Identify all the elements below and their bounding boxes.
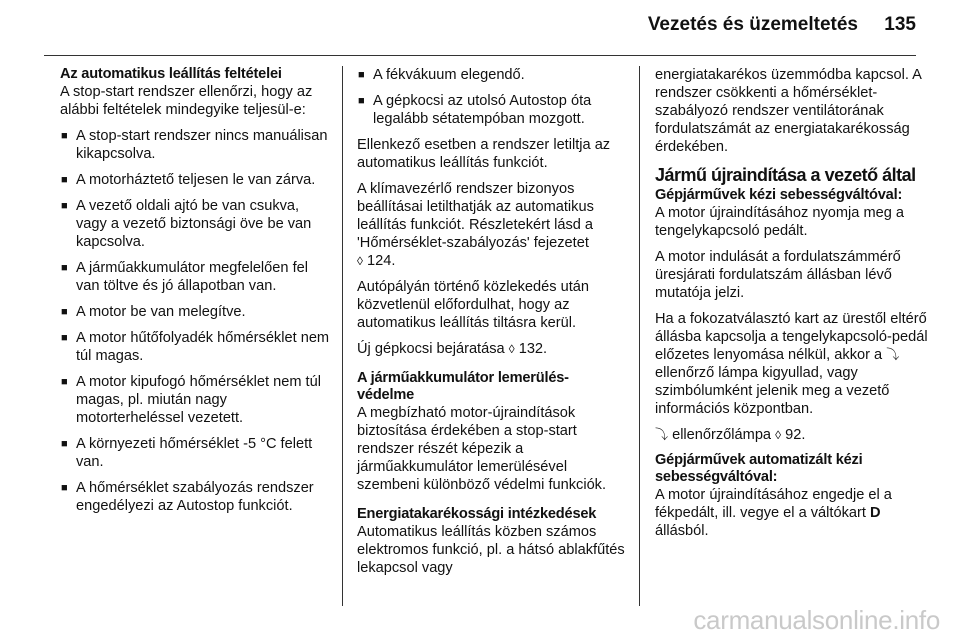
subheading-manual-transmission: Gépjárművek kézi sebességváltóval: xyxy=(655,187,903,203)
bullet-icon: ■ xyxy=(61,174,68,186)
paragraph-disable-note: Ellenkező esetben a rendszer letiltja az automatikus leállítás funkciót. xyxy=(357,137,611,171)
control-lamp-icon: ⤵ xyxy=(886,347,900,362)
reference-arrow-icon: ◊ xyxy=(357,254,363,268)
section-heading-energy-saving: Energiatakarékossági intézkedések xyxy=(357,506,597,522)
paragraph-manual-restart: A motor újraindításához nyomja meg a tengelykapcsoló pedált. xyxy=(655,205,905,239)
list-item-text: A hőmérséklet szabályozás rendszer engedélyezi az Autostop funkciót. xyxy=(76,480,314,514)
list-item-text: A környezeti hőmérséklet -5 °C felett van. xyxy=(76,436,313,470)
automated-restart-text-end: állásból. xyxy=(655,523,709,539)
list-item xyxy=(60,127,332,163)
bullet-icon: ■ xyxy=(61,200,68,212)
bullet-icon: ■ xyxy=(61,482,68,494)
automated-restart-text: A motor újraindításához engedje el a fékpedált, ill. vegye el a váltókart xyxy=(655,487,892,521)
paragraph-running-in xyxy=(357,340,625,358)
paragraph-lamp-reference xyxy=(655,426,931,444)
bullet-icon: ■ xyxy=(358,69,365,81)
bullet-icon: ■ xyxy=(61,262,68,274)
reference-arrow-icon: ◊ xyxy=(508,342,515,356)
paragraph-engine-start-indication: A motor indulását a fordulatszámmérő üresjárati fordulatszám állásban lévő mutatója jelzi. xyxy=(655,249,901,301)
bullet-icon: ■ xyxy=(61,130,68,142)
paragraph-automated-restart xyxy=(655,486,931,540)
list-item xyxy=(357,92,625,128)
conditions-list-continued xyxy=(357,66,625,128)
list-item-text: A vezető oldali ajtó be van csukva, vagy a vezető biztonsági öve be van kapcsolva. xyxy=(76,198,312,250)
gear-warning-text: Ha a fokozatválasztó kart az ürestől eltérő állásba kapcsolja a tengelykapcsoló-pedál előzetes lenyomása nélkül, akkor a xyxy=(655,311,928,363)
subheading-automated-transmission: Gépjárművek automatizált kézi sebességváltóval: xyxy=(655,452,863,485)
list-item xyxy=(60,171,332,189)
watermark: carmanualsonline.info xyxy=(693,605,940,635)
paragraph-highway-note: Autópályán történő közlekedés után közvetlenül előfordulhat, hogy az automatikus leállítás tiltásra kerül. xyxy=(357,279,590,331)
list-item xyxy=(60,197,332,251)
bullet-icon: ■ xyxy=(61,306,68,318)
list-item-text: A motor kipufogó hőmérséklet nem túl magas, pl. miután nagy motorterheléssel vezetett. xyxy=(76,374,321,426)
page-reference-link[interactable]: 92. xyxy=(785,427,806,443)
section-heading-driver-restart: Jármű újraindítása a vezető által xyxy=(655,165,916,185)
list-item-text: A motorháztető teljesen le van zárva. xyxy=(76,172,316,188)
running-in-text: Új gépkocsi bejáratása xyxy=(357,341,505,357)
list-item-text: A stop-start rendszer nincs manuálisan kikapcsolva. xyxy=(76,128,328,162)
column-3 xyxy=(655,66,931,548)
list-item-text: A motor hűtőfolyadék hőmérséklet nem túl magas. xyxy=(76,330,330,364)
column-divider-2 xyxy=(639,66,640,606)
paragraph-battery-protection: A megbízható motor-újraindítások biztosítása érdekében a stop-start rendszer részét képezik a járműakkumulátor lemerülésével szembeni különböző védelmi funkciók. xyxy=(357,405,607,493)
lamp-reference-text: ellenőrzőlámpa xyxy=(672,427,772,443)
control-lamp-icon: ⤵ xyxy=(655,427,669,442)
section-heading-autostop-conditions: Az automatikus leállítás feltételei xyxy=(60,66,282,82)
list-item xyxy=(60,259,332,295)
page-title: Vezetés és üzemeltetés xyxy=(647,14,858,35)
list-item xyxy=(60,373,332,427)
paragraph-energy-continued: energiatakarékos üzemmódba kapcsol. A rendszer csökkenti a hőmérséklet-szabályozó rendszer ventilátorának fordulatszámát az energiatakarékosság érdekében. xyxy=(655,67,922,155)
bullet-icon: ■ xyxy=(61,376,68,388)
paragraph-gear-warning xyxy=(655,310,931,418)
bullet-icon: ■ xyxy=(61,438,68,450)
page-reference-link[interactable]: 124. xyxy=(367,253,396,269)
list-item xyxy=(60,435,332,471)
list-item xyxy=(60,303,332,321)
bullet-icon: ■ xyxy=(358,95,365,107)
page-reference-link[interactable]: 132. xyxy=(518,341,548,357)
list-item xyxy=(357,66,625,84)
column-divider-1 xyxy=(342,66,343,606)
list-item xyxy=(60,329,332,365)
conditions-list xyxy=(60,127,332,515)
list-item-text: A motor be van melegítve. xyxy=(76,304,246,320)
column-2 xyxy=(357,66,625,585)
section-heading-battery-protection: A járműakkumulátor lemerülés-védelme xyxy=(357,370,569,403)
paragraph-climate-note xyxy=(357,180,625,270)
climate-note-text: A klímavezérlő rendszer bizonyos beállításai letilthatják az automatikus leállítás funkciót. Részletekért lásd a 'Hőmérséklet-szabályozás' fejezetet xyxy=(357,181,594,251)
column-1 xyxy=(60,66,332,523)
gear-warning-text-cont: ellenőrző lámpa kigyullad, vagy szimbólumként jelenik meg a vezető információs központban. xyxy=(655,365,890,417)
bullet-icon: ■ xyxy=(61,332,68,344)
header-divider xyxy=(44,55,916,56)
list-item-text: A fékvákuum elegendő. xyxy=(373,67,525,83)
gear-position-label: D xyxy=(869,505,881,521)
list-item-text: A járműakkumulátor megfelelően fel van töltve és jó állapotban van. xyxy=(76,260,308,294)
reference-arrow-icon: ◊ xyxy=(775,428,782,442)
conditions-intro: A stop-start rendszer ellenőrzi, hogy az alábbi feltételek mindegyike teljesül-e: xyxy=(60,84,313,118)
list-item-text: A gépkocsi az utolsó Autostop óta legalább sétatempóban mozgott. xyxy=(373,93,592,127)
page-number: 135 xyxy=(884,14,916,35)
list-item xyxy=(60,479,332,515)
paragraph-energy-saving: Automatikus leállítás közben számos elektromos funkció, pl. a hátsó ablakfűtés lekapcsol vagy xyxy=(357,524,625,576)
